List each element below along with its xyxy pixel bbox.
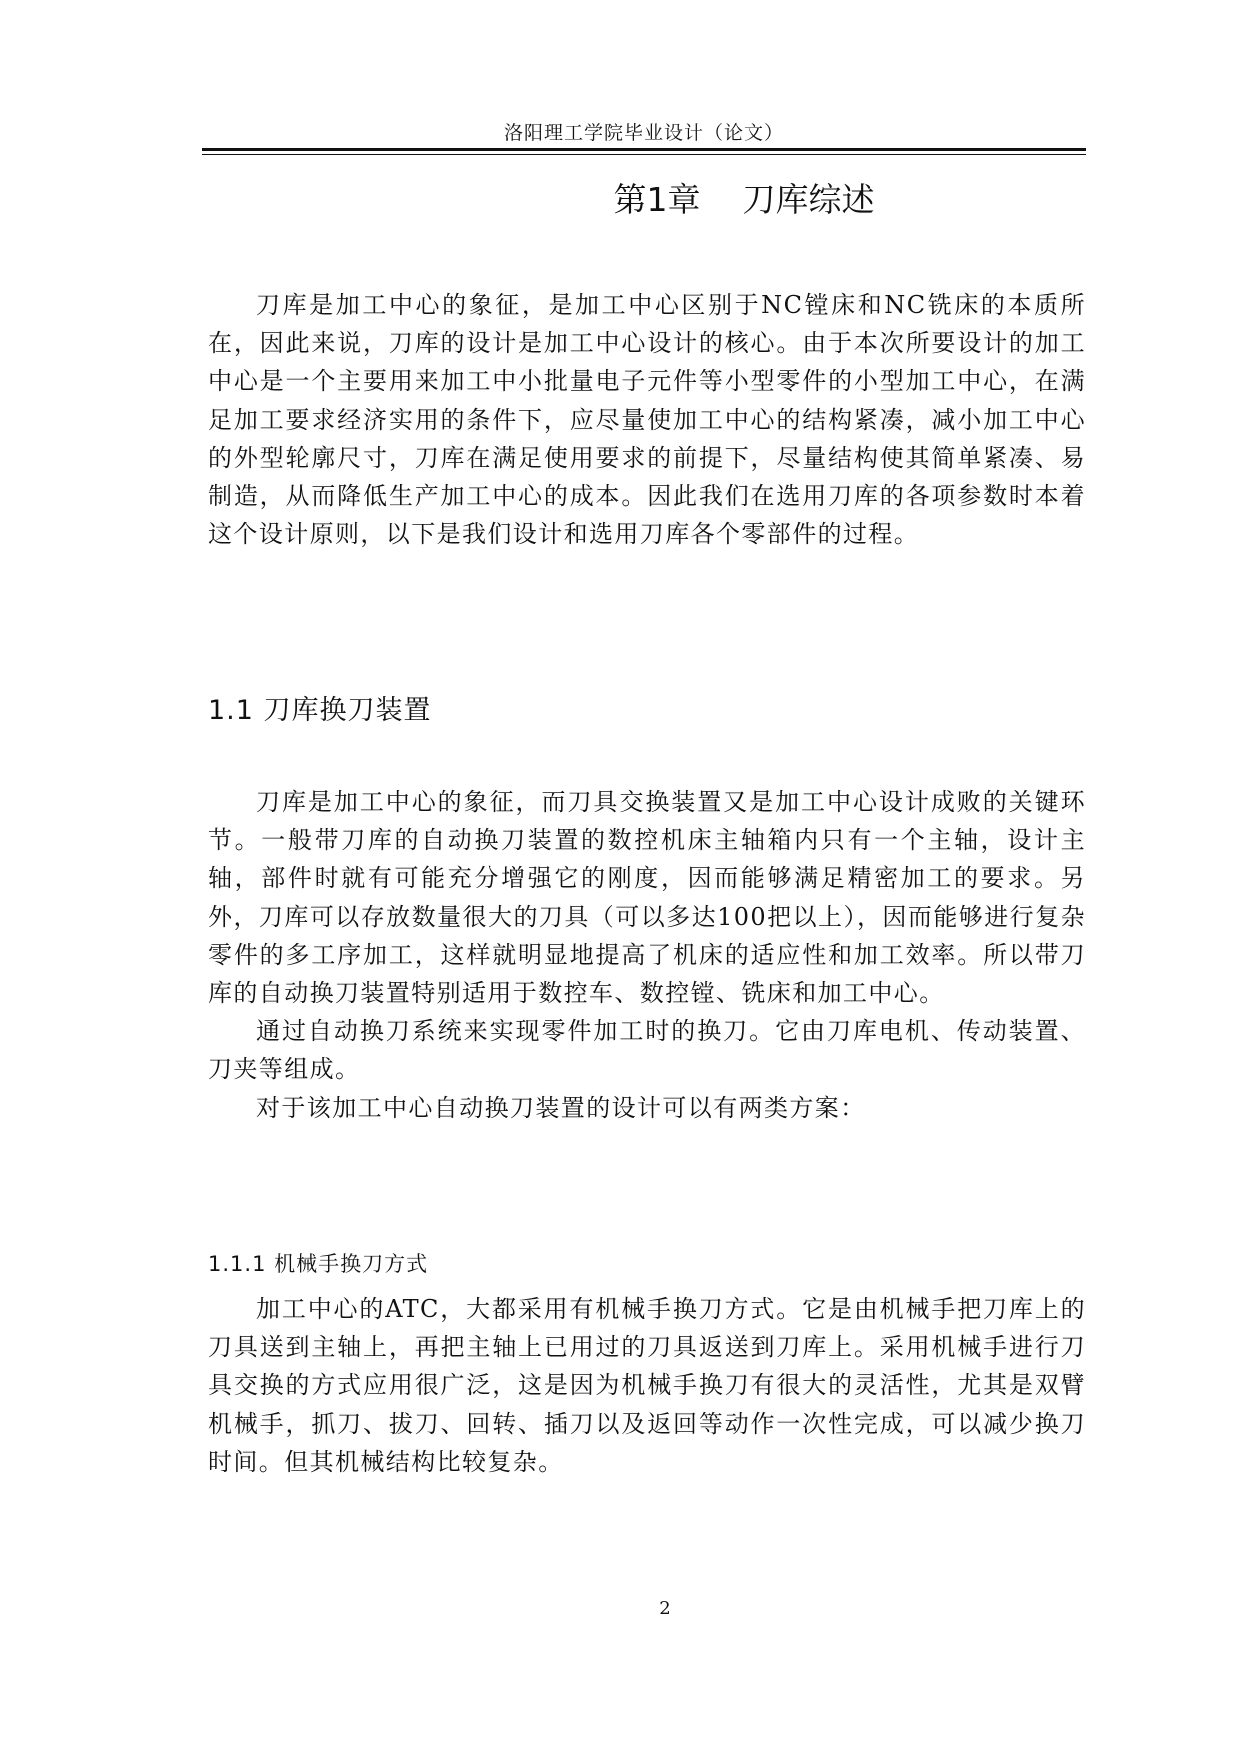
chapter-title: 第1章 刀库综述 — [613, 180, 875, 219]
subsection-paragraph: 加工中心的ATC，大都采用有机械手换刀方式。它是由机械手把刀库上的刀具送到主轴上，再把主轴上已用过的刀具返送到刀库上。采用机械手进行刀具交换的方式应用很广泛，这是因为机械手换刀有很大的灵活性，尤其是双臂机械手，抓刀、拔刀、回转、插刀以及返回等动作一次性完成，可以减少换刀时间。但其机械结构比较复杂。 — [208, 1295, 1086, 1476]
section-paragraph: 刀库是加工中心的象征，而刀具交换装置又是加工中心设计成败的关键环节。一般带刀库的自动换刀装置的数控机床主轴箱内只有一个主轴，设计主轴，部件时就有可能充分增强它的刚度，因而能够满足精密加工的要求。另外，刀库可以存放数量很大的刀具（可以多达100把以上），因而能够进行复杂零件的多工序加工，这样就明显地提高了机床的适应性和加工效率。所以带刀库的自动换刀装置特别适用于数控车、数控镗、铣床和加工中心。 — [208, 788, 1086, 1008]
intro-paragraph: 刀库是加工中心的象征，是加工中心区别于NC镗床和NC铣床的本质所在，因此来说，刀库的设计是加工中心设计的核心。由于本次所要设计的加工中心是一个主要用来加工中小批量电子元件等小型零件的小型加工中心，在满足加工要求经济实用的条件下，应尽量使加工中心的结构紧凑，减小加工中心的外型轮廓尺寸，刀库在满足使用要求的前提下，尽量结构使其简单紧凑、易制造，从而降低生产加工中心的成本。因此我们在选用刀库的各项参数时本着这个设计原则，以下是我们设计和选用刀库各个零部件的过程。 — [208, 291, 1086, 549]
section-paragraph-3: 对于该加工中心自动换刀装置的设计可以有两类方案： — [256, 1094, 866, 1122]
header-rule-thin — [202, 154, 1086, 155]
page-number: 2 — [659, 1598, 671, 1619]
header-rule — [202, 148, 1086, 151]
section-paragraph-2: 通过自动换刀系统来实现零件加工时的换刀。它由刀库电机、传动装置、刀夹等组成。 — [208, 1017, 1086, 1084]
section-heading: 1.1 刀库换刀装置 — [208, 695, 432, 726]
running-header: 洛阳理工学院毕业设计（论文） — [503, 122, 784, 144]
subsection-heading: 1.1.1 机械手换刀方式 — [208, 1252, 429, 1276]
